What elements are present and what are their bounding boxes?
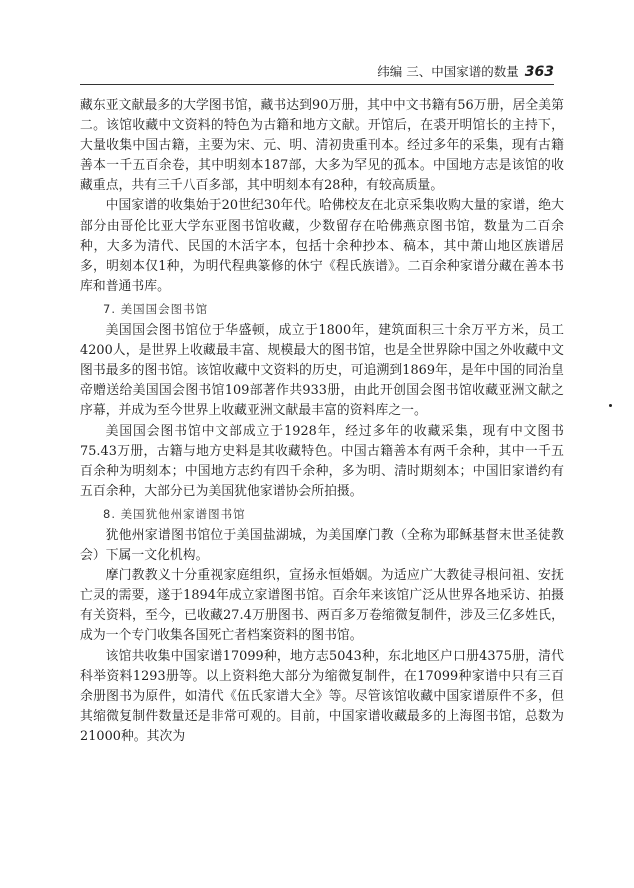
paragraph: 美国国会图书馆位于华盛顿，成立于1800年，建筑面积三十余万平方米，员工4200人，是世界上收藏最丰富、规模最大的图书馆，也是全世界除中国之外收藏中文图书最多的图书馆。该馆收藏中文资料的历史，可追溯到1869年，是年中国的同治皇帝赠送给美国国会图书馆109部著作共933册，由此开创国会图书馆收藏亚洲文献之序幕，并成为至今世界上收藏亚洲文献最丰富的资料库之一。: [80, 323, 564, 419]
paragraph: 中国家谱的收集始于20世纪30年代。哈佛校友在北京采集收购大量的家谱，绝大部分由哥伦比亚大学东亚图书馆收藏，少数留存在哈佛燕京图书馆，数量为二百余种，大多为清代、民国的木活字本，包括十余种抄本、稿本，其中萧山地区族谱居多，明刻本仅1种，为明代程典篆修的休宁《程氏族谱》。二百余种家谱分藏在善本书库和普通书库。: [80, 198, 564, 294]
running-title: 纬编 三、中国家谱的数量: [377, 64, 519, 79]
body-text: [80, 96, 564, 747]
page-number: 363: [524, 64, 554, 80]
paragraph: 犹他州家谱图书馆位于美国盐湖城，为美国摩门教（全称为耶稣基督末世圣徒教会）下属一文化机构。: [80, 527, 564, 564]
section-heading-7: 7. 美国国会图书馆: [103, 301, 209, 316]
paragraph: 美国国会图书馆中文部成立于1928年，经过多年的收藏采集，现有中文图书75.43万册，古籍与地方史料是其收藏特色。中国古籍善本有两千余种，其中一千五百余种为明刻本；中国地方志约有四千余种，多为明、清时期刻本；中国旧家谱约有五百余种，大部分已为美国犹他家谱协会所拍摄。: [80, 423, 564, 499]
paragraph: 该馆共收集中国家谱17099种，地方志5043种，东北地区户口册4375册，清代科举资料1293册等。以上资料绝大部分为缩微复制件，在17099种家谱中只有三百余册图书为原件，如清代《伍氏家谱大全》等。尽管该馆收藏中国家谱原件不多，但其缩微复制件数量还是非常可观的。目前，中国家谱收藏最多的上海图书馆，总数为21000种。其次为: [80, 648, 564, 744]
paragraph-continued: 藏东亚文献最多的大学图书馆，藏书达到90万册，其中中文书籍有56万册，居全美第二。该馆收藏中文资料的特色为古籍和地方文献。开馆后，在裘开明馆长的主持下，大量收集中国古籍，主要为宋、元、明、清初贵重刊本。经过多年的采集，现有古籍善本一千五百余卷，其中明刻本187部，大多为罕见的孤本。中国地方志是该馆的收藏重点，共有三千八百多部，其中明刻本有28种，有较高质量。: [80, 98, 564, 194]
running-header: [80, 62, 554, 85]
paragraph: 摩门教教义十分重视家庭组织，宣扬永恒婚姻。为适应广大教徒寻根问祖、安抚亡灵的需要，遂于1894年成立家谱图书馆。百余年来该馆广泛从世界各地采访、拍摄有关资料，至今，已收藏27.4万册图书、两百多万卷缩微复制件，涉及三亿多姓氏，成为一个专门收集各国死亡者档案资料的图书馆。: [80, 568, 564, 644]
stray-ink-dot: [609, 404, 612, 407]
section-heading-8: 8. 美国犹他州家谱图书馆: [103, 506, 246, 521]
